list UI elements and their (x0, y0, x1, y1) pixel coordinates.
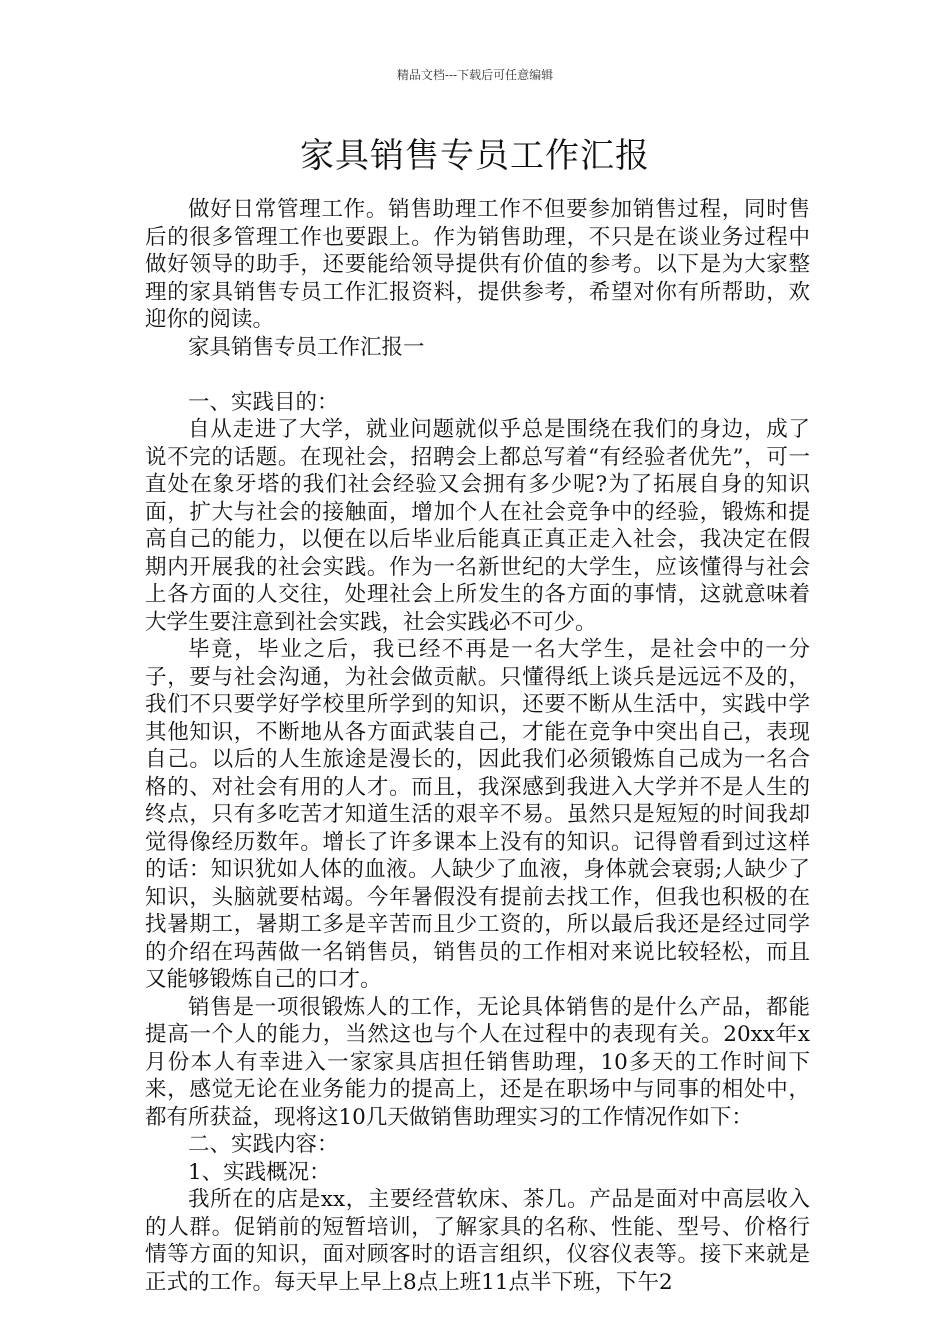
body-paragraph: 毕竟，毕业之后，我已经不再是一名大学生，是社会中的一分子，要与社会沟通，为社会做贡献。只懂得纸上谈兵是远远不及的，我们不只要学好学校里所学到的知识，还要不断从生活中，实践中学其他知识，不断地从各方面武装自己，才能在竞争中突出自己，表现自己。以后的人生旅途是漫长的，因此我们必须锻炼自己成为一名合格的、对社会有用的人才。而且，我深感到我进入大学并不是人生的终点，只有多吃苦才知道生活的艰辛不易。虽然只是短短的时间我却觉得像经历数年。增长了许多课本上没有的知识。记得曾看到过这样的话：知识犹如人体的血液。人缺少了血液，身体就会衰弱;人缺少了知识，头脑就要枯竭。今年暑假没有提前去找工作，但我也积极的在找暑期工，暑期工多是辛苦而且少工资的，所以最后我还是经过同学的介绍在玛茜做一名销售员，销售员的工作相对来说比较轻松，而且又能够锻炼自己的口才。 (145, 637, 810, 992)
subsection-heading-overview: 1、实践概况： (188, 1159, 331, 1185)
intro-paragraph: 做好日常管理工作。销售助理工作不但要参加销售过程，同时售后的很多管理工作也要跟上。作为销售助理，不只是在谈业务过程中做好领导的助手，还要能给领导提供有价值的参考。以下是为大家整理的家具销售专员工作汇报资料，提供参考，希望对你有所帮助，欢迎你的阅读。 (145, 197, 810, 332)
section-heading-report-one: 家具销售专员工作汇报一 (188, 334, 425, 360)
blank-line (145, 361, 810, 389)
document-title: 家具销售专员工作汇报 (300, 136, 650, 176)
section-heading-purpose: 一、实践目的： (188, 389, 339, 415)
body-paragraph: 销售是一项很锻炼人的工作，无论具体销售的是什么产品，都能提高一个人的能力，当然这也与个人在过程中的表现有关。20xx年x月份本人有幸进入一家家具店担任销售助理，10多天的工作时间下来，感觉无论在业务能力的提高上，还是在职场中与同事的相处中，都有所获益，现将这10几天做销售助理实习的工作情况作如下： (145, 994, 810, 1130)
section-heading-content: 二、实践内容： (188, 1132, 339, 1157)
body-paragraph: 我所在的店是xx，主要经营软床、茶几。产品是面对中高层收入的人群。促销前的短暂培训，了解家具的名称、性能、型号、价格行情等方面的知识，面对顾客时的语言组织，仪容仪表等。接下来就是正式的工作。每天早上早上8点上班11点半下班，下午2 (145, 1187, 810, 1295)
header-note: 精品文档---下载后可任意编辑 (396, 68, 554, 82)
body-paragraph: 自从走进了大学，就业问题就似乎总是围绕在我们的身边，成了说不完的话题。在现社会，招聘会上都总写着“有经验者优先”，可一直处在象牙塔的我们社会经验又会拥有多少呢?为了拓展自身的知识面，扩大与社会的接触面，增加个人在社会竞争中的经验，锻炼和提高自己的能力，以便在以后毕业后能真正真正走入社会，我决定在假期内开展我的社会实践。作为一名新世纪的大学生，应该懂得与社会上各方面的人交往，处理社会上所发生的各方面的事情，这就意味着大学生要注意到社会实践，社会实践必不可少。 (145, 417, 810, 635)
document-body (145, 196, 810, 1296)
